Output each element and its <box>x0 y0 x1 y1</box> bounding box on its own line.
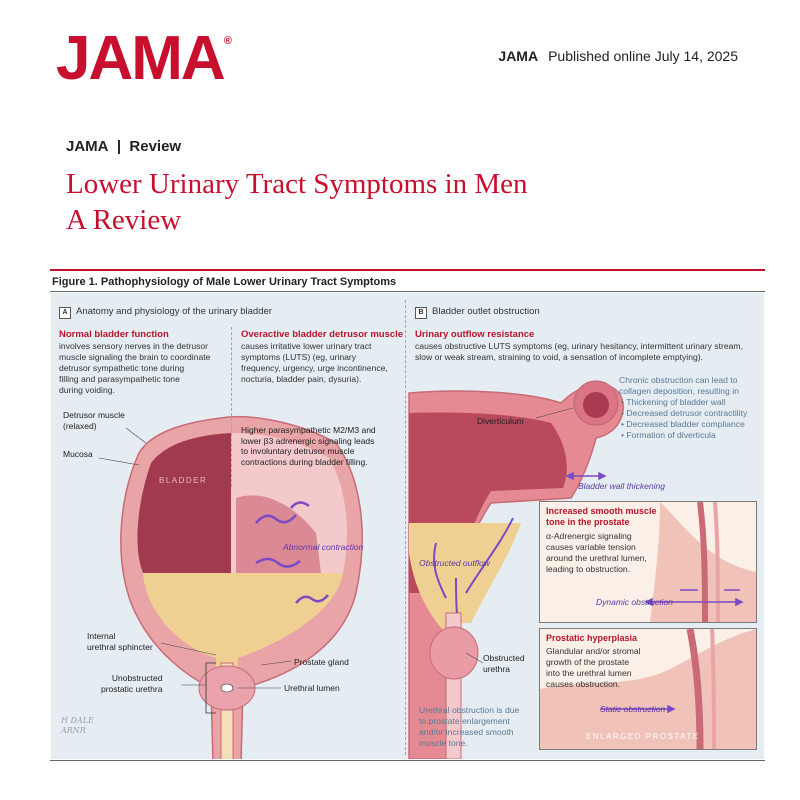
hyperplasia-text: Glandular and/or stromal growth of the prostate into the urethral lumen causes obstruction. <box>546 646 641 689</box>
panel-a-label: A Anatomy and physiology of the urinary bladder <box>59 306 272 319</box>
obstructed-prostate <box>430 627 478 679</box>
normal-function-text: involves sensory nerves in the detrusor muscle signaling the brain to coordinate detrusor sympathetic tone during filling and parasympathetic tone during voiding. <box>59 341 211 395</box>
jama-logo: JAMA® <box>56 24 232 93</box>
bladder-label: BLADDER <box>159 476 208 485</box>
figure-panel <box>51 293 764 759</box>
figure-caption-rule <box>50 291 765 292</box>
wall-thickening-label: Bladder wall thickening <box>578 481 665 491</box>
outflow-resistance-text: causes obstructive LUTS symptoms (eg, urinary hesitancy, intermittent urinary stream, slow or weak stream, straining to void, a sensation of incomplete emptying). <box>415 341 743 362</box>
illustrator-signature: H DALE ARNR <box>61 716 94 735</box>
panel-a-inner-divider <box>231 327 232 487</box>
urethral-lumen-label: Urethral lumen <box>284 683 340 693</box>
urethral-obstruction-note: Urethral obstruction is due to prostate enlargement and/or increased smooth muscle tone. <box>419 705 520 748</box>
obstructed-outflow-label: Obstructed outflow <box>419 558 490 568</box>
diverticulum-label: Diverticulum <box>477 416 524 426</box>
panel-b-letter: B <box>415 307 427 319</box>
figure-bottom-rule <box>50 760 765 761</box>
overactive-heading: Overactive bladder detrusor muscle <box>241 329 404 340</box>
smooth-muscle-inset <box>539 501 757 623</box>
prostatic-hyperplasia-inset <box>539 628 757 750</box>
chronic-obstruction-text: Chronic obstruction can lead to collagen deposition, resulting in • Thickening of bladder wall • Decreased detrusor contractility • Decreased bladder compliance • Formation of diverticula <box>619 375 748 440</box>
static-obstruction-label: Static obstruction <box>600 704 666 714</box>
article-title: Lower Urinary Tract Symptoms in Men <box>66 168 528 200</box>
wall-thickening-arrow <box>567 473 605 479</box>
article-section: JAMA | Review <box>66 138 182 155</box>
article-subtitle: A Review <box>66 204 182 236</box>
smooth-muscle-heading: Increased smooth muscle tone in the prostate <box>546 506 657 527</box>
prostate-gland-label: Prostate gland <box>294 657 349 667</box>
panel-a-letter: A <box>59 307 71 319</box>
figure-caption: Figure 1. Pathophysiology of Male Lower Urinary Tract Symptoms <box>52 276 397 288</box>
smooth-muscle-text: α-Adrenergic signaling causes variable tension around the urethral lumen, leading to obstruction. <box>546 531 647 574</box>
dynamic-obstruction-label: Dynamic obstruction <box>596 597 674 607</box>
panel-b-label: B Bladder outlet obstruction <box>415 306 540 319</box>
enlarged-prostate-label: ENLARGED PROSTATE <box>586 732 700 741</box>
panel-divider <box>405 300 406 755</box>
detrusor-label: Detrusor muscle (relaxed) <box>63 410 125 431</box>
normal-function-heading: Normal bladder function <box>59 329 169 340</box>
abnormal-contraction-label: Abnormal contraction <box>283 542 364 552</box>
signaling-text: Higher parasympathetic M2/M3 and lower β3 adrenergic signaling leads to involuntary detrusor muscle contractions during bladder filling. <box>241 425 376 467</box>
overactive-text: causes irritative lower urinary tract symptoms (LUTS) (eg, urinary frequency, urgency, urge incontinence, nocturia, bladder pain, dysuria). <box>241 341 388 384</box>
sphincter-label: Internal urethral sphincter <box>87 631 153 652</box>
obstructed-urethra-label: Obstructed urethra <box>483 653 525 674</box>
outflow-resistance-heading: Urinary outflow resistance <box>415 329 535 340</box>
journal-name: JAMA <box>498 48 539 64</box>
publication-line <box>498 48 738 64</box>
figure-top-rule <box>50 269 765 271</box>
hyperplasia-heading: Prostatic hyperplasia <box>546 633 638 643</box>
unobstructed-urethra-label: Unobstructed prostatic urethra <box>101 673 163 694</box>
mucosa-label: Mucosa <box>63 449 93 459</box>
publication-date: Published online July 14, 2025 <box>548 48 738 64</box>
